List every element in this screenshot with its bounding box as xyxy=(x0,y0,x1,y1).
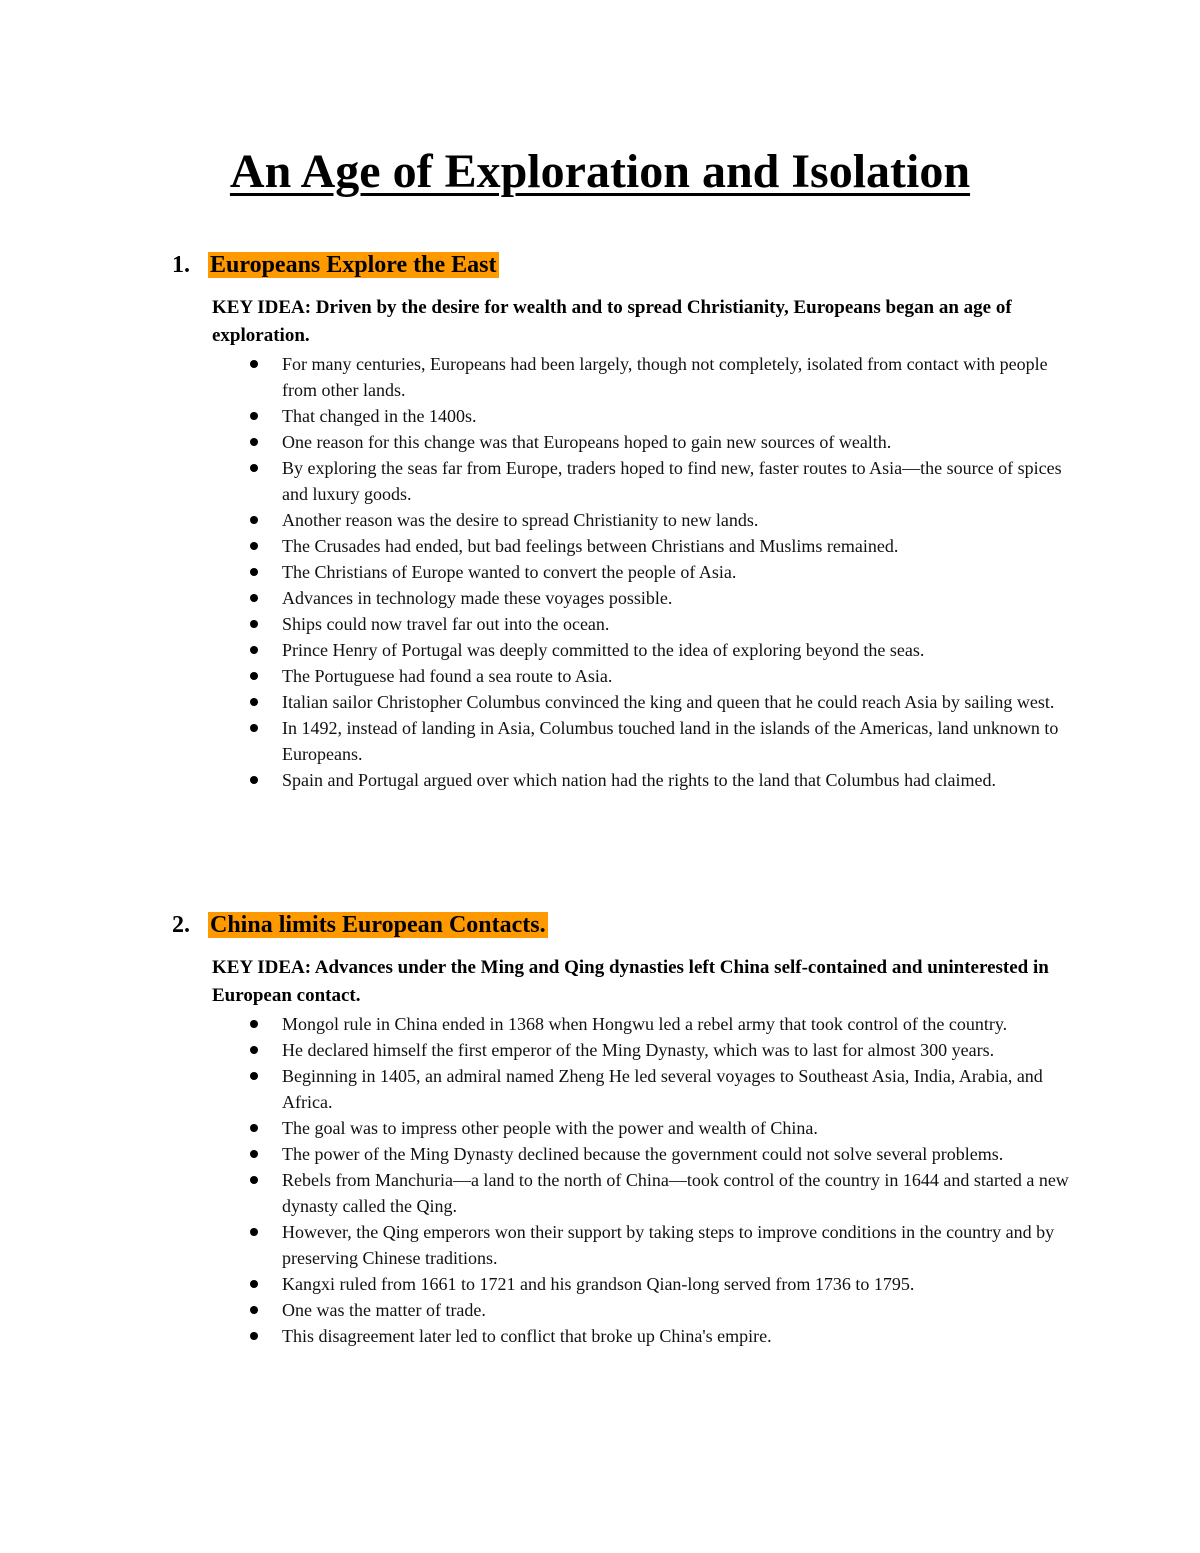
section-heading-text: China limits European Contacts. xyxy=(210,912,546,938)
bullet-icon xyxy=(250,1020,258,1028)
list-item xyxy=(282,1011,1072,1037)
list-item xyxy=(282,689,1072,715)
bullet-icon xyxy=(250,1280,258,1288)
list-item xyxy=(282,1037,1072,1063)
bullet-icon xyxy=(250,360,258,368)
section-number: 1. xyxy=(172,252,190,278)
bullet-icon xyxy=(250,464,258,472)
list-item-text: Spain and Portugal argued over which nation had the rights to the land that Columbus had claimed. xyxy=(282,770,997,790)
list-item-text: One reason for this change was that Europeans hoped to gain new sources of wealth. xyxy=(282,432,892,452)
list-item xyxy=(282,507,1072,533)
list-item xyxy=(282,1219,1072,1271)
section-heading-text: Europeans Explore the East xyxy=(210,252,497,278)
list-item xyxy=(282,351,1072,403)
bullet-icon xyxy=(250,698,258,706)
bullet-icon xyxy=(250,412,258,420)
list-item xyxy=(282,1141,1072,1167)
bullet-icon xyxy=(250,1072,258,1080)
list-item xyxy=(282,715,1072,767)
list-item xyxy=(282,611,1072,637)
bullet-list xyxy=(0,351,1072,793)
list-item-text: He declared himself the first emperor of the Ming Dynasty, which was to last for almost 300 years. xyxy=(282,1040,995,1060)
list-item-text: By exploring the seas far from Europe, traders hoped to find new, faster routes to Asia—the source of spices and luxury goods. xyxy=(282,458,1062,504)
bullet-icon xyxy=(250,620,258,628)
bullet-icon xyxy=(250,542,258,550)
bullet-icon xyxy=(250,594,258,602)
list-item-text: That changed in the 1400s. xyxy=(282,406,477,426)
section-number: 2. xyxy=(172,912,190,938)
list-item xyxy=(282,1063,1072,1115)
bullet-icon xyxy=(250,672,258,680)
bullet-icon xyxy=(250,516,258,524)
bullet-icon xyxy=(250,724,258,732)
list-item xyxy=(282,533,1072,559)
section-europeans-explore xyxy=(0,248,1200,793)
list-item-text: Beginning in 1405, an admiral named Zheng He led several voyages to Southeast Asia, India, Arabia, and Africa. xyxy=(282,1066,1043,1112)
list-item xyxy=(282,429,1072,455)
list-item xyxy=(282,1115,1072,1141)
list-item xyxy=(282,585,1072,611)
list-item-text: Rebels from Manchuria—a land to the north of China—took control of the country in 1644 and started a new dynasty called the Qing. xyxy=(282,1170,1069,1216)
list-item xyxy=(282,663,1072,689)
bullet-list xyxy=(0,1011,1072,1349)
list-item-text: The Christians of Europe wanted to convert the people of Asia. xyxy=(282,562,737,582)
list-item xyxy=(282,403,1072,429)
bullet-icon xyxy=(250,1150,258,1158)
key-idea: KEY IDEA: Advances under the Ming and Qing dynasties left China self-contained and uninterested in European contact. xyxy=(212,957,1049,1006)
list-item xyxy=(282,559,1072,585)
list-item-text: The goal was to impress other people with the power and wealth of China. xyxy=(282,1118,818,1138)
list-item-text: However, the Qing emperors won their support by taking steps to improve conditions in the country and by preserving Chinese traditions. xyxy=(282,1222,1055,1268)
list-item-text: This disagreement later led to conflict that broke up China's empire. xyxy=(282,1326,772,1346)
list-item xyxy=(282,1167,1072,1219)
list-item-text: Prince Henry of Portugal was deeply committed to the idea of exploring beyond the seas. xyxy=(282,640,925,660)
list-item xyxy=(282,767,1072,793)
list-item-text: The Crusades had ended, but bad feelings between Christians and Muslims remained. xyxy=(282,536,899,556)
bullet-icon xyxy=(250,1176,258,1184)
list-item xyxy=(282,1323,1072,1349)
list-item-text: In 1492, instead of landing in Asia, Columbus touched land in the islands of the Americas, land unknown to Europeans. xyxy=(282,718,1059,764)
list-item xyxy=(282,637,1072,663)
section-china-limits xyxy=(0,908,1200,1349)
list-item-text: The power of the Ming Dynasty declined because the government could not solve several problems. xyxy=(282,1144,1004,1164)
list-item-text: One was the matter of trade. xyxy=(282,1300,486,1320)
bullet-icon xyxy=(250,438,258,446)
document-title: An Age of Exploration and Isolation xyxy=(229,145,971,198)
list-item-text: Kangxi ruled from 1661 to 1721 and his grandson Qian-long served from 1736 to 1795. xyxy=(282,1274,915,1294)
bullet-icon xyxy=(250,1306,258,1314)
bullet-icon xyxy=(250,1332,258,1340)
list-item-text: For many centuries, Europeans had been largely, though not completely, isolated from contact with people from other lands. xyxy=(282,354,1048,400)
list-item-text: Another reason was the desire to spread Christianity to new lands. xyxy=(282,510,759,530)
list-item xyxy=(282,1297,1072,1323)
section-heading xyxy=(172,908,1200,942)
bullet-icon xyxy=(250,568,258,576)
section-heading xyxy=(172,248,1200,282)
list-item xyxy=(282,1271,1072,1297)
list-item-text: Advances in technology made these voyages possible. xyxy=(282,588,673,608)
bullet-icon xyxy=(250,776,258,784)
bullet-icon xyxy=(250,1046,258,1054)
bullet-icon xyxy=(250,1228,258,1236)
list-item-text: Ships could now travel far out into the ocean. xyxy=(282,614,610,634)
list-item-text: Mongol rule in China ended in 1368 when Hongwu led a rebel army that took control of the country. xyxy=(282,1014,1008,1034)
key-idea: KEY IDEA: Driven by the desire for wealth and to spread Christianity, Europeans began an age of exploration. xyxy=(212,297,1012,346)
list-item-text: The Portuguese had found a sea route to Asia. xyxy=(282,666,613,686)
list-item-text: Italian sailor Christopher Columbus convinced the king and queen that he could reach Asia by sailing west. xyxy=(282,692,1055,712)
bullet-icon xyxy=(250,646,258,654)
list-item xyxy=(282,455,1072,507)
bullet-icon xyxy=(250,1124,258,1132)
